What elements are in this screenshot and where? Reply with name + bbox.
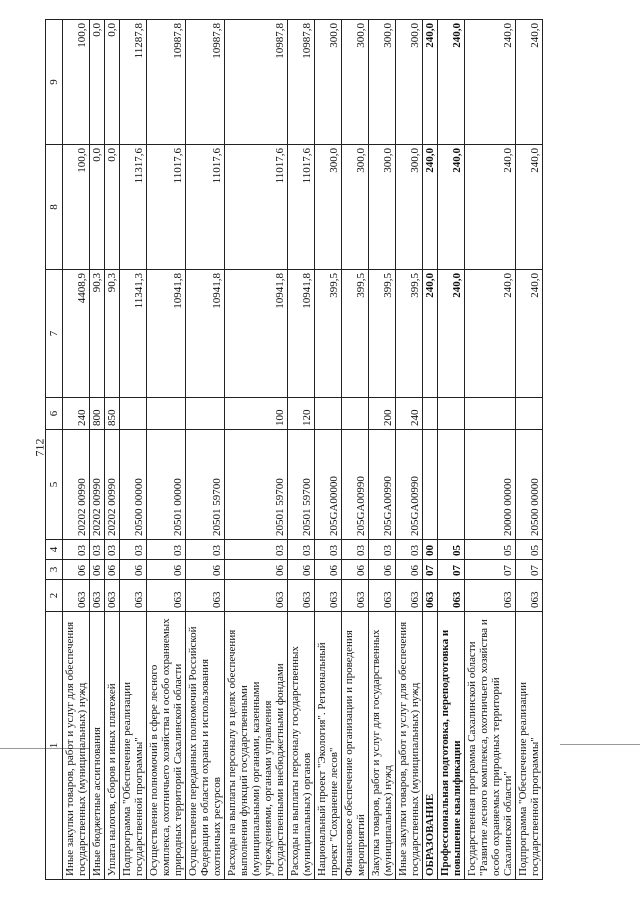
row-value-cell: 20501 59700 — [186, 430, 225, 540]
row-value-cell: 0,0 — [90, 145, 105, 270]
row-value-cell: 240,0 — [438, 145, 465, 270]
row-value-cell: 063 — [225, 580, 288, 612]
row-name-cell: Уплата налогов, сборов и иных платежей — [105, 612, 120, 880]
table-row — [147, 20, 186, 880]
row-value-cell: 120 — [288, 398, 315, 430]
table-row — [186, 20, 225, 880]
row-value-cell: 205GA00990 — [396, 430, 423, 540]
row-value-cell: 240,0 — [423, 270, 438, 398]
row-value-cell: 06 — [396, 560, 423, 580]
row-value-cell: 10941,8 — [225, 270, 288, 398]
table-body — [63, 20, 543, 880]
row-value-cell: 20000 00000 — [465, 430, 516, 540]
row-value-cell: 10987,8 — [225, 20, 288, 145]
row-value-cell — [342, 398, 369, 430]
row-value-cell: 20501 00000 — [147, 430, 186, 540]
row-value-cell: 03 — [147, 540, 186, 560]
row-value-cell: 06 — [63, 560, 90, 580]
row-value-cell: 06 — [186, 560, 225, 580]
row-value-cell: 06 — [225, 560, 288, 580]
page-number: 712 — [32, 438, 47, 457]
column-header: 2 — [46, 580, 63, 612]
table-row — [423, 20, 438, 880]
row-value-cell: 05 — [465, 540, 516, 560]
table-row — [438, 20, 465, 880]
row-value-cell: 063 — [516, 580, 543, 612]
row-name-cell: Осуществление полномочий в сфере лесного комплекса, охотничьего хозяйства и особо охраняемых природных территорий Сахалинской области — [147, 612, 186, 880]
row-value-cell: 03 — [225, 540, 288, 560]
row-value-cell: 20202 00990 — [105, 430, 120, 540]
column-header: 5 — [46, 430, 63, 540]
row-value-cell: 06 — [288, 560, 315, 580]
row-value-cell — [423, 398, 438, 430]
column-header: 6 — [46, 398, 63, 430]
row-name-cell: Государственная программа Сахалинской области "Развитие лесного комплекса, охотничьего хозяйства и особо охраняемых природных территорий Сахалинской области" — [465, 612, 516, 880]
row-value-cell: 850 — [105, 398, 120, 430]
row-value-cell: 0,0 — [105, 20, 120, 145]
row-value-cell: 03 — [369, 540, 396, 560]
row-value-cell: 063 — [438, 580, 465, 612]
table-row — [288, 20, 315, 880]
row-value-cell: 03 — [120, 540, 147, 560]
row-value-cell — [516, 398, 543, 430]
row-value-cell: 205GA00990 — [369, 430, 396, 540]
row-value-cell: 03 — [315, 540, 342, 560]
row-value-cell: 063 — [369, 580, 396, 612]
row-value-cell: 06 — [105, 560, 120, 580]
row-value-cell: 10987,8 — [186, 20, 225, 145]
column-header: 3 — [46, 560, 63, 580]
row-value-cell: 10941,8 — [186, 270, 225, 398]
row-value-cell: 20501 59700 — [288, 430, 315, 540]
row-value-cell: 20202 00990 — [90, 430, 105, 540]
row-value-cell: 300,0 — [369, 145, 396, 270]
row-value-cell: 90,3 — [105, 270, 120, 398]
row-value-cell: 03 — [63, 540, 90, 560]
row-value-cell: 063 — [288, 580, 315, 612]
row-value-cell — [186, 398, 225, 430]
table-row — [465, 20, 516, 880]
budget-table-sheet — [45, 20, 621, 880]
row-name-cell: ОБРАЗОВАНИЕ — [423, 612, 438, 880]
row-value-cell: 300,0 — [315, 20, 342, 145]
row-value-cell: 20500 00000 — [120, 430, 147, 540]
row-value-cell: 03 — [105, 540, 120, 560]
row-value-cell: 240,0 — [423, 145, 438, 270]
row-value-cell — [438, 430, 465, 540]
row-value-cell: 240,0 — [423, 20, 438, 145]
row-value-cell: 11017,6 — [186, 145, 225, 270]
table-row — [369, 20, 396, 880]
column-header: 9 — [46, 20, 63, 145]
row-value-cell: 399,5 — [396, 270, 423, 398]
row-value-cell: 240,0 — [516, 20, 543, 145]
row-value-cell: 063 — [186, 580, 225, 612]
row-value-cell: 100 — [225, 398, 288, 430]
row-value-cell: 240,0 — [438, 20, 465, 145]
row-value-cell: 063 — [423, 580, 438, 612]
row-value-cell: 03 — [288, 540, 315, 560]
row-value-cell: 800 — [90, 398, 105, 430]
row-value-cell: 100,0 — [63, 20, 90, 145]
row-value-cell: 10987,8 — [147, 20, 186, 145]
column-header: 8 — [46, 145, 63, 270]
row-value-cell: 300,0 — [396, 145, 423, 270]
row-value-cell: 20202 00990 — [63, 430, 90, 540]
row-value-cell: 10941,8 — [288, 270, 315, 398]
row-value-cell: 063 — [342, 580, 369, 612]
row-value-cell: 205GA00000 — [315, 430, 342, 540]
table-row — [120, 20, 147, 880]
row-name-cell: Осуществление переданных полномочий Российской Федерации в области охраны и использования охотничьих ресурсов — [186, 612, 225, 880]
row-value-cell: 240 — [63, 398, 90, 430]
row-value-cell: 11341,3 — [120, 270, 147, 398]
row-value-cell: 063 — [315, 580, 342, 612]
row-value-cell: 00 — [423, 540, 438, 560]
row-value-cell: 240,0 — [465, 145, 516, 270]
row-value-cell: 399,5 — [369, 270, 396, 398]
table-row — [396, 20, 423, 880]
row-value-cell: 063 — [63, 580, 90, 612]
row-value-cell: 300,0 — [315, 145, 342, 270]
row-value-cell — [438, 398, 465, 430]
table-row — [315, 20, 342, 880]
row-value-cell: 20501 59700 — [225, 430, 288, 540]
row-value-cell: 300,0 — [396, 20, 423, 145]
row-name-cell: Иные закупки товаров, работ и услуг для обеспечения государственных (муниципальных) нужд — [63, 612, 90, 880]
row-name-cell: Иные закупки товаров, работ и услуг для обеспечения государственных (муниципальных) нужд — [396, 612, 423, 880]
row-value-cell — [315, 398, 342, 430]
header-row — [46, 20, 63, 880]
row-name-cell: Иные бюджетные ассигнования — [90, 612, 105, 880]
row-name-cell: Финансовое обеспечение организации и проведения мероприятий — [342, 612, 369, 880]
table-row — [105, 20, 120, 880]
row-value-cell: 05 — [438, 540, 465, 560]
row-value-cell: 11017,6 — [288, 145, 315, 270]
table-row — [342, 20, 369, 880]
row-value-cell: 0,0 — [105, 145, 120, 270]
row-value-cell: 10941,8 — [147, 270, 186, 398]
row-value-cell: 4408,9 — [63, 270, 90, 398]
row-value-cell: 07 — [438, 560, 465, 580]
row-value-cell: 06 — [147, 560, 186, 580]
row-value-cell: 300,0 — [342, 145, 369, 270]
row-value-cell: 063 — [90, 580, 105, 612]
table-row — [90, 20, 105, 880]
row-value-cell: 240,0 — [465, 20, 516, 145]
row-value-cell — [423, 430, 438, 540]
row-value-cell: 10987,8 — [288, 20, 315, 145]
row-value-cell: 399,5 — [342, 270, 369, 398]
row-value-cell: 11017,6 — [225, 145, 288, 270]
column-header: 7 — [46, 270, 63, 398]
budget-table — [45, 19, 543, 880]
row-value-cell: 06 — [369, 560, 396, 580]
row-value-cell: 06 — [120, 560, 147, 580]
row-value-cell: 399,5 — [315, 270, 342, 398]
row-value-cell — [147, 398, 186, 430]
row-value-cell — [465, 398, 516, 430]
row-value-cell: 06 — [342, 560, 369, 580]
row-value-cell: 11317,6 — [120, 145, 147, 270]
row-name-cell: Расходы на выплаты персоналу государственных (муниципальных) органов — [288, 612, 315, 880]
row-name-cell: Подпрограмма "Обеспечение реализации государственной программы" — [120, 612, 147, 880]
row-value-cell: 300,0 — [369, 20, 396, 145]
row-value-cell: 90,3 — [90, 270, 105, 398]
row-value-cell: 240,0 — [516, 270, 543, 398]
row-value-cell: 0,0 — [90, 20, 105, 145]
column-header: 4 — [46, 540, 63, 560]
row-value-cell: 300,0 — [342, 20, 369, 145]
row-value-cell — [120, 398, 147, 430]
row-value-cell: 063 — [147, 580, 186, 612]
table-row — [63, 20, 90, 880]
row-value-cell: 063 — [105, 580, 120, 612]
row-name-cell: Расходы на выплаты персоналу в целях обеспечения выполнения функций государственными (муниципальными) органами, казенными учреждениями, органами управления государственными внебюджетными фондами — [225, 612, 288, 880]
row-value-cell: 063 — [396, 580, 423, 612]
column-header: 1 — [46, 612, 63, 880]
row-value-cell: 07 — [465, 560, 516, 580]
row-value-cell: 240 — [396, 398, 423, 430]
row-value-cell: 063 — [120, 580, 147, 612]
row-value-cell: 11017,6 — [147, 145, 186, 270]
row-value-cell: 07 — [423, 560, 438, 580]
row-name-cell: Подпрограмма "Обеспечение реализации государственной программы" — [516, 612, 543, 880]
row-value-cell: 240,0 — [516, 145, 543, 270]
row-value-cell: 200 — [369, 398, 396, 430]
row-name-cell: Закупка товаров, работ и услуг для государственных (муниципальных) нужд — [369, 612, 396, 880]
row-value-cell: 03 — [90, 540, 105, 560]
row-value-cell: 11287,8 — [120, 20, 147, 145]
row-value-cell: 100,0 — [63, 145, 90, 270]
row-value-cell: 205GA00990 — [342, 430, 369, 540]
row-value-cell: 03 — [396, 540, 423, 560]
table-row — [225, 20, 288, 880]
row-value-cell: 07 — [516, 560, 543, 580]
row-value-cell: 240,0 — [465, 270, 516, 398]
row-value-cell: 03 — [186, 540, 225, 560]
row-value-cell: 20500 00000 — [516, 430, 543, 540]
row-value-cell: 05 — [516, 540, 543, 560]
row-value-cell: 03 — [342, 540, 369, 560]
row-value-cell: 06 — [90, 560, 105, 580]
row-value-cell: 240,0 — [438, 270, 465, 398]
table-row — [516, 20, 543, 880]
row-value-cell: 063 — [465, 580, 516, 612]
row-name-cell: Национальный проект "Экология". Региональный проект "Сохранение лесов" — [315, 612, 342, 880]
row-value-cell: 06 — [315, 560, 342, 580]
row-name-cell: Профессиональная подготовка, переподготовка и повышение квалификации — [438, 612, 465, 880]
